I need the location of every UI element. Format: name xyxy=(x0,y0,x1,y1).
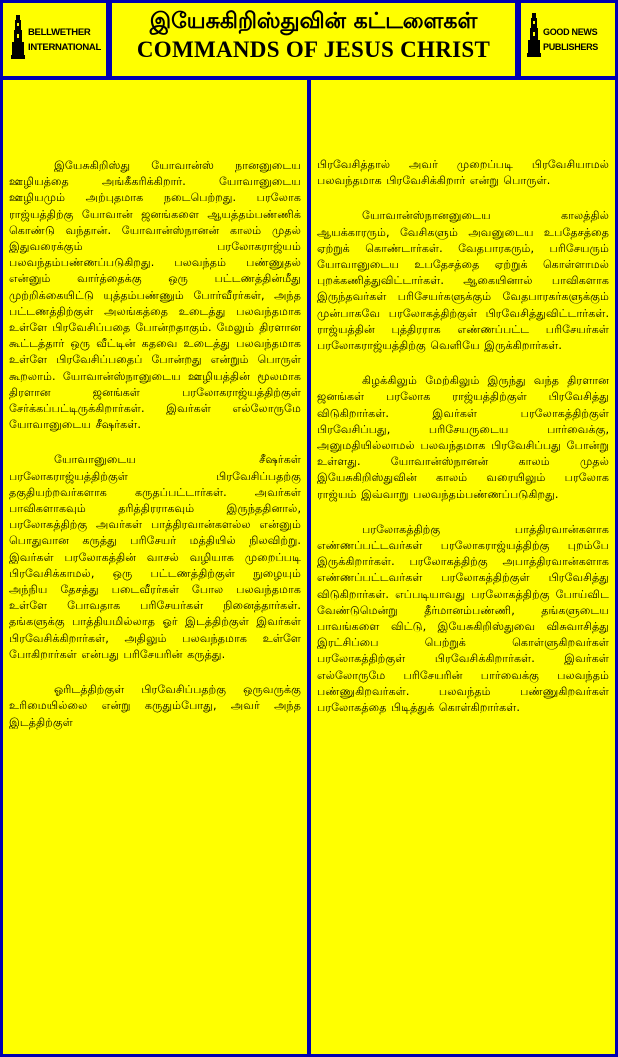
publisher-logo-left xyxy=(3,3,106,76)
tower-icon xyxy=(527,13,541,57)
logo-line-2: PUBLISHERS xyxy=(543,42,599,52)
left-column xyxy=(3,80,307,1054)
paragraph: கிழக்கிலும் மேற்கிலும் இருந்து வந்த திரளான ஜனங்கள் பரலோக ராஜ்யத்திற்குள் பிரவேசித்து விடுகிறார்கள். இவர்கள் பரலோகத்திற்குள் பிரவேசிப்பது, பரிசேயருடைய பார்வைக்கு, அனுமதியில்லாமல் பலவந்தமாக பிரவேசிப்பது போன்று உள்ளது. யோவான்ஸ்நானன் காலம் முதல் இயேசுகிறிஸ்துவின் காலம் வரையிலும் பரலோக ராஜ்யம் இவ்வாறு பலவந்தம்பண்ணப்படுகிறது. xyxy=(317,374,609,501)
logo-line-1: BELLWETHER xyxy=(28,27,91,38)
paragraph: இயேசுகிறிஸ்து யோவான்ஸ் நானனுடைய ஊழியத்தை அங்கீகரிக்கிறார். யோவானுடைய ஊழியமும் அற்புதமாக நடைபெற்றது. பரலோக ராஜ்யத்திற்கு யோவான் ஜனங்களை ஆயத்தம்பண்ணிக் கொண்டு வந்தான். யோவான்ஸ்நானன் காலம் முதல் இதுவரைக்கும் பரலோகராஜ்யம் பலவந்தம்பண்ணப்படுகிறது. பலவந்தம் பண்ணுதல் என்னும் வார்த்தைக்கு ஒரு பட்டணத்தின்மீது முற்றிக்கையிட்டு யுத்தம்பண்ணும் போர்வீரர்கள், அந்த பட்டணத்திற்குள் அலங்கத்தை உடைத்து பலவந்தமாக உள்ளே பிரவேசிப்பதை போன்றதாகும். மேலும் திரளான கூட்டத்தார் ஒரு வீட்டின் கதவை உடைத்து பலவந்தமாக உள்ளே பிரவேசிப்பதைப் போன்றது என்றும் பொருள் கூறலாம். யோவான்ஸ்நானுடைய ஊழியத்தின் மூலமாக திரளான ஜனங்கள் பரலோகராஜ்யத்திற்குள் சேர்க்கப்பட்டிருக்கிறார்கள். இவர்கள் எல்லோருமே யோவானுடைய சீஷர்கள். xyxy=(9,159,301,432)
paragraph-continued: பிரவேசித்தால் அவர் முறைப்படி பிரவேசியாமல் பலவந்தமாக பிரவேசிக்கிறார் என்று பொருள். xyxy=(317,158,609,188)
title-tamil: இயேசுகிறிஸ்துவின் கட்டளைகள் xyxy=(149,9,478,34)
page-title-box xyxy=(112,3,515,76)
paragraph: யோவான்ஸ்நானனுடைய காலத்தில் ஆயக்காரரும், வேசிகளும் அவனுடைய உபதேசத்தை ஏற்றுக் கொண்டார்கள். வேதபாரகரும், பரிசேயரும் யோவானுடைய உபதேசத்தை ஏற்றுக் கொள்ளாமல் புறக்கணித்துவிட்டார்கள். ஆகையினால் பாவிகளாக இருந்தவர்கள் பரிசேயர்களுக்கும் வேதபாரகர்களுக்கும் முன்பாகவே பரலோகத்திற்குள் பிரவேசித்துவிட்டார்கள். ராஜ்யத்தின் புத்திரராக எண்ணப்பட்ட பரிசேயர்கள் பரலோகராஜ்யத்திற்கு வெளியே இருக்கிறார்கள். xyxy=(317,209,609,353)
right-column xyxy=(311,80,615,1054)
logo-line-1: GOOD NEWS xyxy=(543,27,598,37)
paragraph: யோவானுடைய சீஷர்கள் பரலோகராஜ்யத்திற்குள் பிரவேசிப்பதற்கு தகுதியற்றவர்களாக கருதப்பட்டார்கள். அவர்கள் பாவிகளாகவும் தரித்திரராகவும் இருந்ததினால், பரலோகத்திற்கு அவர்கள் பாத்திரவான்களல்ல என்னும் பொதுவான கருத்து பரிசேயர் மத்தியில் நிலவிற்று. இவர்கள் பரலோகத்தின் வாசல் வழியாக முறைப்படி பிரவேசிக்காமல், ஒரு பட்டணத்திற்குள் நுழையும் அந்நிய தேசத்து படைவீரர்கள் போல பலவந்தமாக உள்ளே போவதாக பரிசேயர்கள் நினைத்தார்கள். தங்களுக்கு பாத்தியமில்லாத ஓர் இடத்திற்குள் இவர்கள் பிரவேசிக்கிறார்கள், அதிலும் பலவந்தமாக உள்ளே போகிறார்கள் என்பது பரிசேயரின் கருத்து. xyxy=(9,453,301,661)
paragraph: ஓரிடத்திற்குள் பிரவேசிப்பதற்கு ஒருவருக்கு உரிமையில்லை என்று கருதும்போது, அவர் அந்த இடத்திற்குள் xyxy=(9,683,301,729)
tower-icon xyxy=(11,15,25,59)
logo-line-2: INTERNATIONAL xyxy=(28,42,101,53)
title-english: COMMANDS OF JESUS CHRIST xyxy=(136,37,491,62)
paragraph: பரலோகத்திற்கு பாத்திரவான்களாக எண்ணப்பட்டவர்கள் பரலோகராஜ்யத்திற்கு புறம்பே இருக்கிறார்கள். பரலோகத்திற்கு அபாத்திரவான்களாக எண்ணப்பட்டவர்கள் பரலோகத்திற்குள் பிரவேசித்து விடுகிறார்கள். எப்படியாவது பரலோகத்திற்கு போய்விட வேண்டுமென்று தீர்மானம்பண்ணி, தங்களுடைய பாவங்களை விட்டு, இயேசுகிறிஸ்துவை விசுவாசித்து இரட்சிப்பை பெற்றுக் கொள்ளுகிறவர்கள் பரலோகத்திற்குள் பிரவேசிக்கிறார்கள். இவர்கள் எல்லோருமே பரிசேயரின் பார்வைக்கு பலவந்தம் பண்ணுகிறவர்கள். பலவந்தம் பண்ணுகிறவர்கள் பரலோகத்தை பிடித்துக் கொள்கிறார்கள். xyxy=(317,522,609,715)
publisher-logo-right xyxy=(521,3,615,76)
